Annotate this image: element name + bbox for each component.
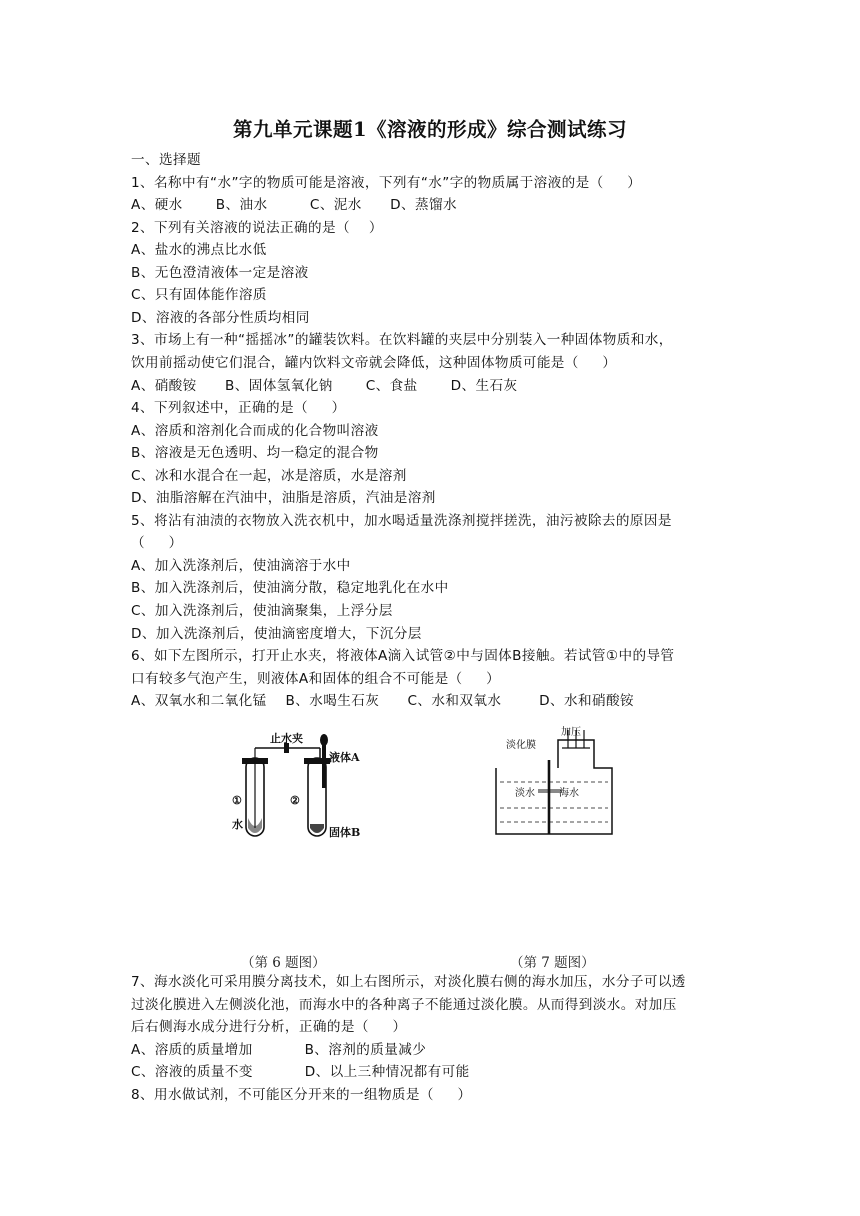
text-line: 过淡化膜进入左侧淡化池，而海水中的各种离子不能通过淡化膜。从而得到淡水。对加压 bbox=[131, 996, 677, 1013]
text-line: 4、下列叙述中，正确的是（ ） bbox=[131, 400, 346, 417]
page-title: 第九单元课题1《溶液的形成》综合测试练习 bbox=[232, 118, 628, 141]
figure-7-membrane-tank bbox=[492, 722, 617, 840]
text-line: D、油脂溶解在汽油中，油脂是溶质，汽油是溶剂 bbox=[131, 490, 436, 507]
text-line: 3、市场上有一种“摇摇冰”的罐装饮料。在饮料罐的夹层中分别装入一种固体物质和水， bbox=[131, 332, 673, 349]
text-line: 7、海水淡化可采用膜分离技术，如上右图所示，对淡化膜右侧的海水加压，水分子可以透 bbox=[131, 974, 686, 990]
text-line: C、加入洗涤剂后，使油滴聚集，上浮分层 bbox=[131, 603, 393, 619]
text-line: A、硬水 B、油水 C、泥水 D、蒸馏水 bbox=[131, 197, 457, 214]
label-solid-b: 固体B bbox=[329, 826, 361, 839]
label-tube-2: ② bbox=[290, 794, 300, 807]
text-line: C、冰和水混合在一起，冰是溶质，水是溶剂 bbox=[131, 467, 407, 484]
text-line: 8、用水做试剂，不可能区分开来的一组物质是（ ） bbox=[131, 1086, 472, 1103]
text-line: C、只有固体能作溶质 bbox=[131, 287, 267, 304]
text-line: 6、如下左图所示，打开止水夹，将液体A滴入试管②中与固体B接触。若试管①中的导管 bbox=[131, 648, 675, 665]
text-line: A、溶质的质量增加 B、溶剂的质量减少 bbox=[131, 1041, 427, 1058]
text-line: 一、选择题 bbox=[131, 152, 201, 168]
text-line: A、盐水的沸点比水低 bbox=[131, 242, 267, 259]
label-membrane: 淡化膜 bbox=[506, 740, 536, 751]
label-water: 水 bbox=[232, 818, 243, 831]
figure-6-caption: （第 6 题图） bbox=[241, 955, 326, 971]
text-line: A、硝酸铵 B、固体氢氧化钠 C、食盐 D、生石灰 bbox=[131, 377, 518, 394]
text-line: 饮用前摇动使它们混合，罐内饮料文帝就会降低，这种固体物质可能是（ ） bbox=[131, 354, 617, 371]
figure-6-test-tubes bbox=[228, 728, 378, 846]
label-sea-water: 海水 bbox=[559, 788, 579, 799]
text-line: 5、将沾有油渍的衣物放入洗衣机中，加水喝适量洗涤剂搅拌搓洗，油污被除去的原因是 bbox=[131, 512, 672, 529]
text-line: D、溶液的各部分性质均相同 bbox=[131, 309, 310, 326]
label-pressure: 加压 bbox=[561, 727, 581, 738]
text-line: 口有较多气泡产生，则液体A和固体的组合不可能是（ ） bbox=[131, 670, 501, 687]
label-liquid-a: 液体A bbox=[329, 751, 360, 764]
figure-7-caption: （第 7 题图） bbox=[510, 955, 595, 971]
text-line: D、加入洗涤剂后，使油滴密度增大，下沉分层 bbox=[131, 625, 422, 642]
text-line: A、溶质和溶剂化合而成的化合物叫溶液 bbox=[131, 422, 379, 439]
text-line: C、溶液的质量不变 D、以上三种情况都有可能 bbox=[131, 1064, 470, 1080]
text-line: A、双氧水和二氧化锰 B、水喝生石灰 C、水和双氧水 D、水和硝酸铵 bbox=[131, 693, 634, 710]
text-line: （ ） bbox=[131, 535, 183, 552]
label-fresh-water: 淡水 bbox=[515, 788, 535, 799]
text-line: B、无色澄清液体一定是溶液 bbox=[131, 264, 309, 281]
text-line: 2、下列有关溶液的说法正确的是（ ） bbox=[131, 219, 383, 236]
text-line: B、溶液是无色透明、均一稳定的混合物 bbox=[131, 445, 379, 462]
label-clamp: 止水夹 bbox=[270, 732, 303, 745]
text-line: A、加入洗涤剂后，使油滴溶于水中 bbox=[131, 557, 351, 574]
text-line: B、加入洗涤剂后，使油滴分散，稳定地乳化在水中 bbox=[131, 580, 449, 597]
text-line: 后右侧海水成分进行分析，正确的是（ ） bbox=[131, 1019, 407, 1035]
label-tube-1: ① bbox=[232, 794, 242, 807]
text-line: 1、名称中有“水”字的物质可能是溶液，下列有“水”字的物质属于溶液的是（ ） bbox=[131, 174, 642, 191]
